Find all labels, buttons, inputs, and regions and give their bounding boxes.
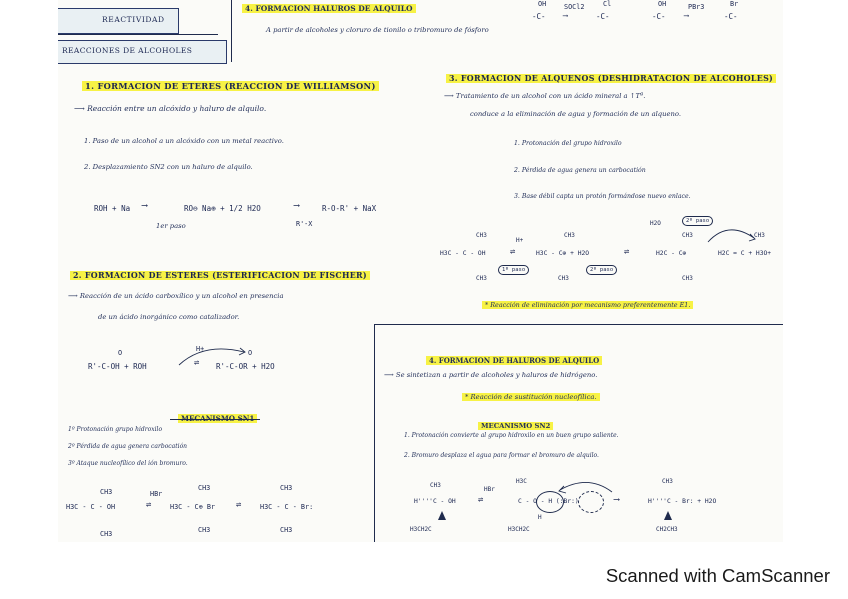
s3-methyl-top-c: CH3: [682, 232, 693, 239]
section3-intro-2: conduce a la eliminación de agua y formación de un alqueno.: [470, 110, 682, 118]
sn1-methyl-bot-b: CH3: [198, 526, 211, 534]
s4b-top-right: CH3: [662, 478, 673, 485]
s3-methyl-top-d: CH3: [754, 232, 765, 239]
section3-title: [446, 66, 776, 85]
s3-methyl-top-b: CH3: [564, 232, 575, 239]
s4-frag-c: OH: [658, 0, 667, 8]
section2-eq-left: R'-C-OH + ROH: [88, 362, 147, 371]
s4b-proton-a: H: [538, 514, 542, 521]
s3-methyl-top-a: CH3: [476, 232, 487, 239]
section4b-mechanism-text: MECANISMO SN2: [478, 422, 553, 430]
s3-methyl-bot-c: CH3: [682, 275, 693, 282]
section4-note: A partir de alcoholes y cloruro de tionilo o tribromuro de fósforo: [266, 26, 489, 34]
sn1-left: H3C - C - OH: [66, 503, 116, 511]
s4-arrow2: ⟶: [684, 11, 689, 20]
s3-methyl-bot-b: CH3: [558, 275, 569, 282]
s4-reagent2: PBr3: [688, 3, 705, 11]
subtitle-title: REACCIONES DE ALCOHOLES: [62, 46, 193, 55]
arrow-icon: ⟶: [444, 92, 456, 100]
s3-badge1-text: 1º paso: [502, 267, 526, 273]
s4-carbon-c: -C-: [652, 12, 666, 21]
sn1-methyl-top-c: CH3: [280, 484, 293, 492]
sn1-step-3: 3º Ataque nucleofílico del ión bromuro.: [68, 460, 188, 467]
section1-eq-step: 1er paso: [156, 222, 186, 230]
header-divider: [58, 34, 218, 35]
section3-note-text: * Reacción de eliminación por mecanismo preferentemente E1.: [482, 301, 693, 309]
wedge-icon: [664, 511, 672, 520]
s4-carbon-b: -C-: [596, 12, 610, 21]
section3-note: [482, 301, 693, 309]
curved-arrow-icon: [704, 218, 764, 248]
section3-title-text: 3. FORMACION DE ALQUENOS (DESHIDRATACION DE ALCOHOLES): [446, 74, 776, 83]
s3-badge1: [498, 265, 529, 275]
arrow-icon: ⟶: [74, 104, 88, 113]
section4b-step-2: 2. Bromuro desplaza el agua para formar el bromuro de alquilo.: [404, 452, 599, 459]
s4b-top-left: CH3: [430, 482, 441, 489]
s3-arrow2: ⇌: [624, 247, 630, 257]
sn1-methyl-top-a: CH3: [100, 488, 113, 496]
section4b-title: [426, 348, 602, 367]
s4-reagent1: SOCl2: [564, 3, 585, 11]
s3-methyl-bot-a: CH3: [476, 275, 487, 282]
section2-eq-right: R'-C-OR + H2O: [216, 362, 275, 371]
section4b-subtitle: [462, 393, 600, 401]
s4b-sub-right: CH2CH3: [656, 526, 678, 533]
sn1-arrow1: ⇌: [146, 500, 152, 510]
section3-step-1: 1. Protonación del grupo hidroxilo: [514, 140, 622, 147]
sn1-step-1: 1º Protonación grupo hidroxilo: [68, 426, 163, 433]
s4b-arrow2: ⟶: [614, 495, 620, 505]
section1-title-text: 1. FORMACION DE ETERES (REACCION DE WILLIAMSON): [82, 81, 379, 91]
section3-step-3: 3. Base débil capta un protón formándose nuevo enlace.: [514, 193, 691, 200]
s4b-sub-left: H3CH2C: [410, 526, 432, 533]
s4b-arrow1: ⇌: [478, 495, 484, 505]
scanner-watermark: Scanned with CamScanner: [605, 565, 830, 586]
curved-arrow-icon: [552, 474, 622, 496]
sn1-right: H3C - C - Br:: [260, 503, 314, 511]
s3-badge2: [586, 265, 617, 275]
s4-carbon-a: -C-: [532, 12, 546, 21]
s4-frag-d: Br: [730, 0, 739, 8]
s4b-left: H''''C - OH: [414, 498, 456, 505]
sn1-arrow2: ⇌: [236, 500, 242, 510]
sn1-step-2: 2º Pérdida de agua genera carbocatión: [68, 443, 188, 450]
section1-intro: [74, 104, 266, 113]
scanned-page: [58, 0, 783, 542]
s3-proton: H+: [516, 237, 524, 244]
s3-carbocation: H2C - C⊕: [656, 250, 687, 257]
s4b-mid: C - O - H (:Br:): [518, 498, 579, 505]
section4b-subtitle-text: * Reacción de sustitución nucleofílica.: [462, 393, 600, 401]
section3-intro-1-text: Tratamiento de un alcohol con un ácido mineral a ↑Tª.: [455, 92, 646, 100]
s3-mech-start: H3C - C - OH: [440, 250, 486, 257]
section2-intro-1: [68, 292, 284, 300]
section4b-mechanism: [478, 413, 553, 432]
section4-title: [242, 4, 416, 13]
section2-catalyst: H+: [196, 345, 205, 353]
section2-eq-arrow: ⇌: [194, 358, 200, 368]
arrow-icon: ⟶: [68, 292, 80, 300]
section2-title: [70, 263, 370, 282]
s3-mech-mid: H3C - C⊕ + H2O: [536, 250, 590, 257]
s3-badge3-text: 2º paso: [686, 218, 710, 224]
section1-eq-arrow1: ⟶: [142, 201, 148, 211]
s3-water: H2O: [650, 220, 661, 227]
section2-intro-2: de un ácido inorgánico como catalizador.: [98, 313, 240, 321]
section4-title-text: 4. FORMACION HALUROS DE ALQUILO: [242, 4, 416, 13]
section4b-intro-text: Se sintetizan a partir de alcoholes y haluros de hidrógeno.: [395, 371, 598, 379]
section1-eq-mid: RO⊖ Na⊕ + 1/2 H2O: [184, 204, 261, 213]
s3-arrow1: ⇌: [510, 247, 516, 257]
section-divider-vertical: [374, 324, 375, 542]
sn1-methyl-bot-c: CH3: [280, 526, 293, 534]
section2-carbonyl-b: O: [248, 349, 253, 357]
section3-step-2: 2. Pérdida de agua genera un carbocatión: [514, 167, 646, 174]
wedge-icon: [438, 511, 446, 520]
section1-step-2: 2. Desplazamiento SN2 con un haluro de alquilo.: [84, 163, 253, 171]
vertical-divider: [231, 0, 232, 62]
section1-eq-left: ROH + Na: [94, 204, 131, 213]
section1-title: [82, 74, 379, 93]
s4-frag-b: Cl: [603, 0, 612, 8]
section-divider-horizontal: [374, 324, 783, 325]
s4b-right: H''''C - Br: + H2O: [648, 498, 717, 505]
sn1-underline: [170, 419, 260, 420]
s4-arrow1: ⟶: [563, 11, 568, 20]
chapter-title: REACTIVIDAD: [102, 15, 165, 24]
sn1-mid: H3C - C⊕ Br: [170, 503, 216, 511]
section1-step-1: 1. Paso de un alcohol a un alcóxido con un metal reactivo.: [84, 137, 284, 145]
arrow-icon: ⟶: [384, 371, 396, 379]
section2-title-text: 2. FORMACION DE ESTERES (ESTERIFICACION DE FISCHER): [70, 271, 370, 280]
sn1-title: [178, 406, 257, 425]
section4b-title-text: 4. FORMACION DE HALUROS DE ALQUILO: [426, 356, 602, 365]
section1-eq-arrow2: ⟶: [294, 201, 300, 211]
section2-intro-1-text: Reacción de un ácido carboxílico y un alcohol en presencia: [79, 292, 284, 300]
section1-eq-right: R-O-R' + NaX: [322, 204, 377, 213]
section1-intro-text: Reacción entre un alcóxido y haluro de alquilo.: [87, 104, 267, 113]
s4-frag-a: OH: [538, 0, 547, 8]
s4b-reagent: HBr: [484, 486, 495, 493]
section4b-intro: [384, 371, 597, 379]
curved-arrow-icon: [174, 340, 254, 370]
sn1-reagent: HBr: [150, 490, 163, 498]
s3-badge2-text: 2º paso: [590, 267, 614, 273]
section3-intro-1: [444, 92, 645, 100]
s4-carbon-d: -C-: [724, 12, 738, 21]
section1-eq-reagent: R'-X: [296, 220, 313, 228]
sn1-methyl-top-b: CH3: [198, 484, 211, 492]
s4b-top-mid: H3C: [516, 478, 527, 485]
section2-carbonyl-a: O: [118, 349, 123, 357]
s3-mech-end: H2C = C + H3O+: [718, 250, 772, 257]
s4b-sub-mid: H3CH2C: [508, 526, 530, 533]
section4b-step-1: 1. Protonación convierte al grupo hidroxilo en un buen grupo saliente.: [404, 432, 619, 439]
sn1-methyl-bot-a: CH3: [100, 530, 113, 538]
